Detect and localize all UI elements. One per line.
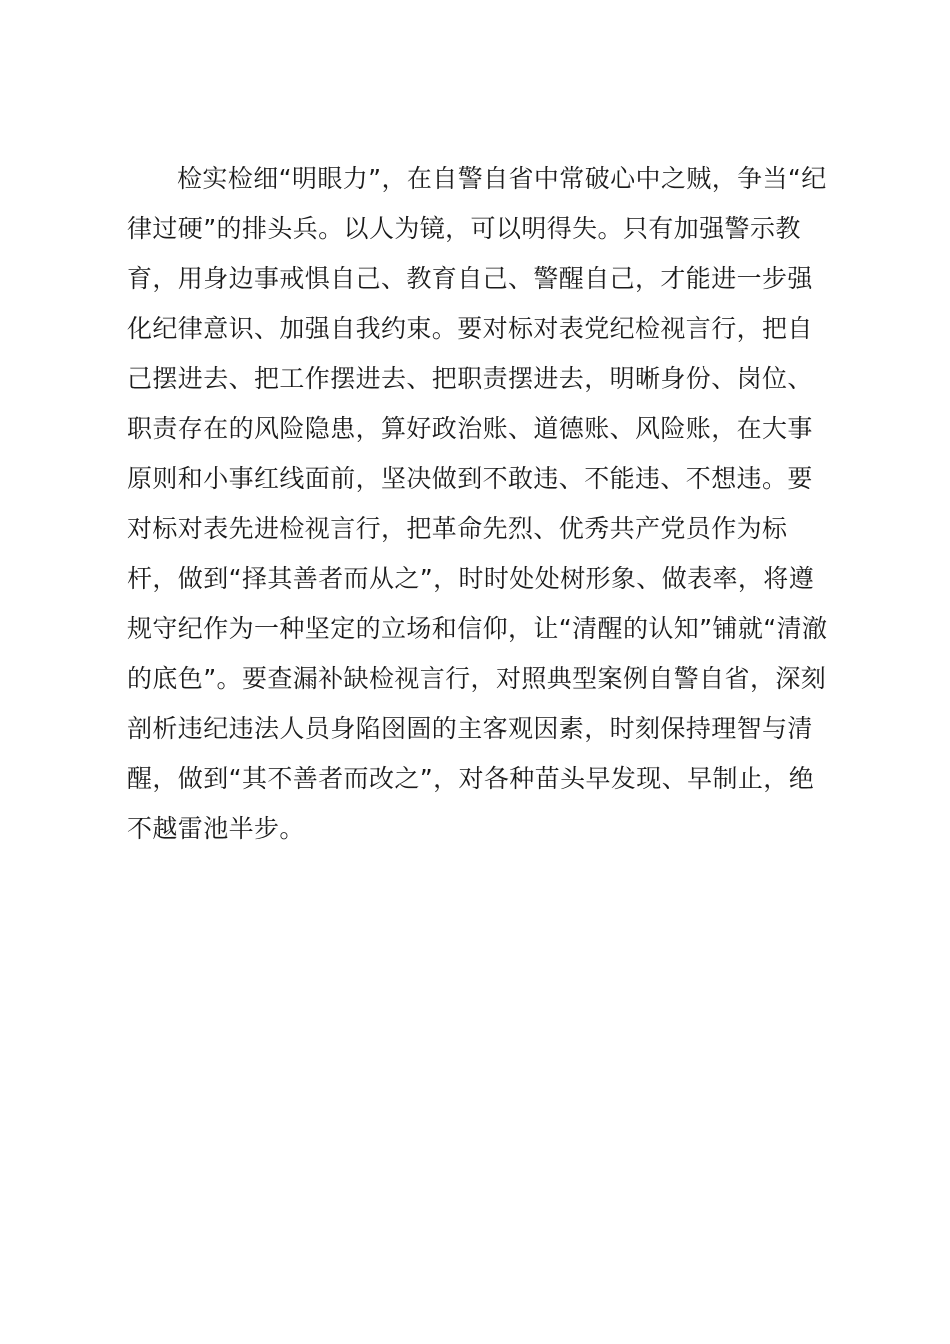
paragraph-line: 育，用身边事戒惧自己、教育自己、警醒自己，才能进一步强 xyxy=(127,264,813,293)
paragraph-line: 原则和小事红线面前，坚决做到不敢违、不能违、不想违。要 xyxy=(127,464,813,493)
paragraph-line: 职责存在的风险隐患，算好政治账、道德账、风险账，在大事 xyxy=(127,414,813,443)
paragraph-line: 规守纪作为一种坚定的立场和信仰，让“清醒的认知”铺就“清澈 xyxy=(127,614,828,643)
paragraph-line: 的底色”。要查漏补缺检视言行，对照典型案例自警自省，深刻 xyxy=(127,664,827,693)
paragraph-line: 检实检细“明眼力”，在自警自省中常破心中之贼，争当“纪 xyxy=(177,164,827,193)
paragraph-line: 醒，做到“其不善者而改之”，对各种苗头早发现、早制止，绝 xyxy=(127,764,815,793)
paragraph-line: 不越雷池半步。 xyxy=(127,814,305,843)
paragraph-line: 己摆进去、把工作摆进去、把职责摆进去，明晰身份、岗位、 xyxy=(127,364,813,393)
paragraph-line: 杆，做到“择其善者而从之”，时时处处树形象、做表率，将遵 xyxy=(127,564,815,593)
paragraph-line: 化纪律意识、加强自我约束。要对标对表党纪检视言行，把自 xyxy=(127,314,813,343)
paragraph-line: 律过硬”的排头兵。以人为镜，可以明得失。只有加强警示教 xyxy=(127,214,801,243)
paragraph-line: 对标对表先进检视言行，把革命先烈、优秀共产党员作为标 xyxy=(127,514,788,543)
paragraph-line: 剖析违纪违法人员身陷囹圄的主客观因素，时刻保持理智与清 xyxy=(127,714,813,743)
body-paragraph xyxy=(127,154,847,854)
